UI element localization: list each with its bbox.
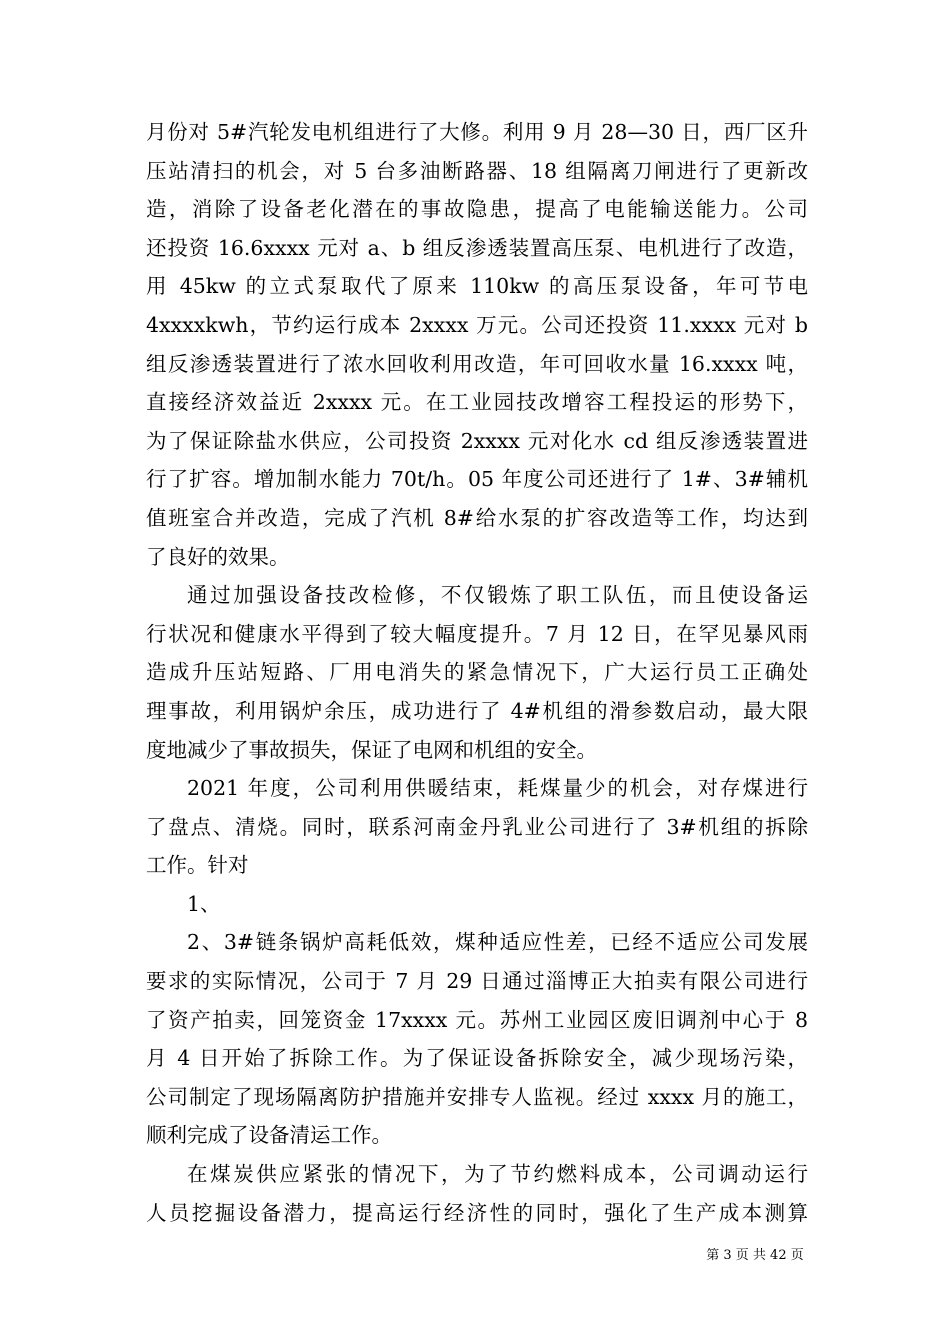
text-line: 还投资 16.6xxxx 元对 a、b 组反渗透装置高压泵、电机进行了改造， — [146, 235, 808, 260]
page-number: 第 3 页 共 42 页 — [706, 1248, 804, 1263]
text-line: 顺利完成了设备清运工作。 — [146, 1123, 392, 1148]
text-line: 行状况和健康水平得到了较大幅度提升。7 月 12 日，在罕见暴风雨 — [146, 621, 808, 646]
text-line: 在煤炭供应紧张的情况下，为了节约燃料成本，公司调动运行 — [187, 1162, 808, 1187]
text-line: 通过加强设备技改检修，不仅锻炼了职工队伍，而且使设备运 — [187, 583, 808, 608]
text-line: 造，消除了设备老化潜在的事故隐患，提高了电能输送能力。公司 — [146, 197, 808, 222]
text-line: 工作。针对 — [146, 853, 249, 878]
text-line: 用 45kw 的立式泵取代了原来 110kw 的高压泵设备，年可节电 — [146, 274, 808, 299]
text-line: 公司制定了现场隔离防护措施并安排专人监视。经过 xxxx 月的施工， — [146, 1084, 808, 1109]
text-line: 为了保证除盐水供应，公司投资 2xxxx 元对化水 cd 组反渗透装置进 — [146, 428, 808, 453]
document-body — [146, 113, 808, 1232]
text-line: 月 4 日开始了拆除工作。为了保证设备拆除安全，减少现场污染， — [146, 1046, 808, 1071]
text-line: 了盘点、清烧。同时，联系河南金丹乳业公司进行了 3#机组的拆除 — [146, 814, 808, 839]
text-line: 人员挖掘设备潜力，提高运行经济性的同时，强化了生产成本测算 — [146, 1200, 808, 1225]
text-line: 理事故，利用锅炉余压，成功进行了 4#机组的滑参数启动，最大限 — [146, 698, 808, 723]
text-line: 直接经济效益近 2xxxx 元。在工业园技改增容工程投运的形势下， — [146, 390, 808, 415]
text-line: 行了扩容。增加制水能力 70t/h。05 年度公司还进行了 1#、3#辅机 — [146, 467, 808, 492]
text-line: 要求的实际情况，公司于 7 月 29 日通过淄博正大拍卖有限公司进行 — [146, 969, 808, 994]
paragraph-5 — [146, 923, 808, 1155]
text-line: 造成升压站短路、厂用电消失的紧急情况下，广大运行员工正确处 — [146, 660, 808, 685]
text-line: 2021 年度，公司利用供暖结束，耗煤量少的机会，对存煤进行 — [187, 776, 808, 801]
text-line: 了资产拍卖，回笼资金 17xxxx 元。苏州工业园区废旧调剂中心于 8 — [146, 1007, 808, 1032]
paragraph-1 — [146, 113, 808, 576]
text-line: 值班室合并改造，完成了汽机 8#给水泵的扩容改造等工作，均达到 — [146, 505, 808, 530]
text-line: 度地减少了事故损失，保证了电网和机组的安全。 — [146, 737, 597, 762]
text-line: 4xxxxkwh，节约运行成本 2xxxx 万元。公司还投资 11.xxxx 元对 b — [146, 312, 808, 337]
text-line: 月份对 5#汽轮发电机组进行了大修。利用 9 月 28—30 日，西厂区升 — [146, 120, 808, 144]
text-line: 压站清扫的机会，对 5 台多油断路器、18 组隔离刀闸进行了更新改 — [146, 158, 808, 183]
text-line: 了良好的效果。 — [146, 544, 290, 569]
paragraph-6 — [146, 1155, 808, 1232]
text-line: 1、 — [187, 891, 221, 916]
paragraph-2 — [146, 576, 808, 769]
text-line: 2、3#链条锅炉高耗低效，煤种适应性差，已经不适应公司发展 — [187, 930, 808, 955]
page-footer — [0, 1244, 950, 1263]
paragraph-3 — [146, 769, 808, 885]
text-line: 组反渗透装置进行了浓水回收利用改造，年可回收水量 16.xxxx 吨， — [146, 351, 808, 376]
paragraph-4 — [146, 885, 808, 924]
